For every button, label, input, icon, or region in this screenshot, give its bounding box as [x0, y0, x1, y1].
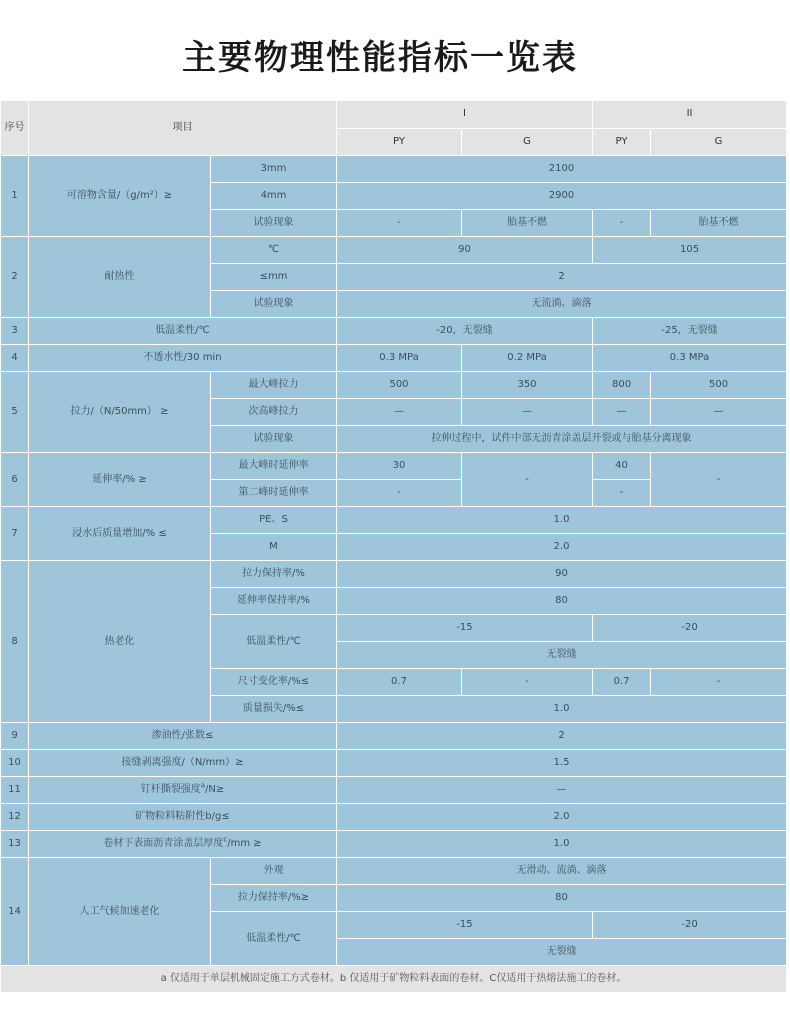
cell-value: 1.0: [337, 696, 787, 723]
row-number: 5: [1, 372, 29, 453]
row-item: 人工气候加速老化: [29, 858, 211, 966]
cell-value: 1.5: [337, 750, 787, 777]
cell-value: 1.0: [337, 831, 787, 858]
row-subitem: 质量损失/%≤: [211, 696, 337, 723]
cell-value: -15: [337, 615, 593, 642]
cell-value: 2: [337, 264, 787, 291]
header-row: [1, 101, 787, 129]
cell-value: 2900: [337, 183, 787, 210]
table-row: [1, 318, 787, 345]
cell-value: 350: [462, 372, 593, 399]
cell-value: -: [462, 453, 593, 507]
header-g-1: G: [462, 128, 593, 156]
cell-value: -: [593, 480, 651, 507]
row-subitem: 最大峰拉力: [211, 372, 337, 399]
cell-value: -15: [337, 912, 593, 939]
row-subitem: 试验现象: [211, 426, 337, 453]
cell-value: -20，无裂缝: [337, 318, 593, 345]
row-number: 8: [1, 561, 29, 723]
cell-value: 0.2 MPa: [462, 345, 593, 372]
cell-value: -: [337, 480, 462, 507]
page-title: 主要物理性能指标一览表: [182, 38, 578, 78]
cell-value: 无滑动、流淌、滴落: [337, 858, 787, 885]
row-subitem: 第二峰时延伸率: [211, 480, 337, 507]
cell-value: 0.3 MPa: [593, 345, 787, 372]
row-number: 4: [1, 345, 29, 372]
cell-value: 500: [651, 372, 787, 399]
cell-value: -: [593, 210, 651, 237]
cell-value: 0.7: [337, 669, 462, 696]
row-item: 拉力/（N/50mm） ≥: [29, 372, 211, 453]
footnote-mark: a: [200, 781, 206, 790]
cell-value: 2100: [337, 156, 787, 183]
row-item: 矿物粒料粘附性b/g≤: [29, 804, 337, 831]
cell-value: -: [337, 210, 462, 237]
table-row: [1, 831, 787, 858]
footnote: a 仅适用于单层机械固定施工方式卷材。b 仅适用于矿物粒料表面的卷材。C仅适用于热熔法施工的卷材。: [1, 966, 787, 993]
row-number: 13: [1, 831, 29, 858]
row-item: 热老化: [29, 561, 211, 723]
cell-value: —: [462, 399, 593, 426]
cell-value: 胎基不燃: [651, 210, 787, 237]
row-item-unit: /N≥: [205, 784, 225, 795]
table-row: [1, 561, 787, 588]
header-seq: 序号: [1, 101, 29, 156]
table-row: [1, 507, 787, 534]
row-number: 9: [1, 723, 29, 750]
header-grade-1: I: [337, 101, 593, 129]
row-subitem: 试验现象: [211, 291, 337, 318]
cell-value: 无裂缝: [337, 642, 787, 669]
cell-value: —: [651, 399, 787, 426]
cell-value: 无裂缝: [337, 939, 787, 966]
row-subitem: 外观: [211, 858, 337, 885]
footnote-row: [1, 966, 787, 993]
table-row: [1, 858, 787, 885]
row-item: 渗油性/张数≤: [29, 723, 337, 750]
cell-value: 40: [593, 453, 651, 480]
row-item: [29, 777, 337, 804]
row-subitem: 尺寸变化率/%≤: [211, 669, 337, 696]
cell-value: 500: [337, 372, 462, 399]
table-row: [1, 723, 787, 750]
table-row: [1, 777, 787, 804]
cell-value: -20: [593, 912, 787, 939]
row-item-text: 钉杆撕裂强度: [140, 784, 201, 795]
cell-value: 无流淌、滴落: [337, 291, 787, 318]
row-subitem: 拉力保持率/%: [211, 561, 337, 588]
cell-value: 80: [337, 588, 787, 615]
row-item: 接缝剥离强度/（N/mm）≥: [29, 750, 337, 777]
row-item: [29, 831, 337, 858]
cell-value: 2.0: [337, 804, 787, 831]
row-number: 1: [1, 156, 29, 237]
cell-value: 0.7: [593, 669, 651, 696]
table-row: [1, 804, 787, 831]
row-item-unit: /mm ≥: [227, 838, 262, 849]
row-item: 可溶物含量/（g/m²）≥: [29, 156, 211, 237]
header-g-2: G: [651, 128, 787, 156]
header-item: 项目: [29, 101, 337, 156]
properties-table: [0, 100, 787, 993]
header-py-2: PY: [593, 128, 651, 156]
cell-value: 2.0: [337, 534, 787, 561]
cell-value: 105: [593, 237, 787, 264]
row-subitem: ℃: [211, 237, 337, 264]
row-number: 3: [1, 318, 29, 345]
cell-value: 2: [337, 723, 787, 750]
table-row: [1, 345, 787, 372]
table-row: [1, 750, 787, 777]
row-number: 6: [1, 453, 29, 507]
row-item: 耐热性: [29, 237, 211, 318]
row-subitem: 4mm: [211, 183, 337, 210]
row-subitem: 延伸率保持率/%: [211, 588, 337, 615]
row-subitem: 3mm: [211, 156, 337, 183]
row-number: 7: [1, 507, 29, 561]
table-row: [1, 372, 787, 399]
row-subitem: 低温柔性/℃: [211, 615, 337, 669]
row-item: 低温柔性/℃: [29, 318, 337, 345]
cell-value: 90: [337, 237, 593, 264]
row-subitem: PE、S: [211, 507, 337, 534]
cell-value: 90: [337, 561, 787, 588]
row-subitem: ≤mm: [211, 264, 337, 291]
row-item: 不透水性/30 min: [29, 345, 337, 372]
cell-value: 1.0: [337, 507, 787, 534]
row-item-text: 卷材下表面沥青涂盖层厚度: [103, 838, 224, 849]
table-row: [1, 237, 787, 264]
table-row: [1, 453, 787, 480]
cell-value: -: [651, 453, 787, 507]
row-subitem: 最大峰时延伸率: [211, 453, 337, 480]
row-number: 11: [1, 777, 29, 804]
row-number: 10: [1, 750, 29, 777]
footnote-mark: c: [223, 835, 228, 844]
table-row: [1, 156, 787, 183]
header-py-1: PY: [337, 128, 462, 156]
cell-value: 拉伸过程中，试件中部无沥青涂盖层开裂或与胎基分离现象: [337, 426, 787, 453]
row-subitem: 试验现象: [211, 210, 337, 237]
row-subitem: 低温柔性/℃: [211, 912, 337, 966]
cell-value: 30: [337, 453, 462, 480]
cell-value: 胎基不燃: [462, 210, 593, 237]
row-item: 浸水后质量增加/% ≤: [29, 507, 211, 561]
cell-value: —: [337, 777, 787, 804]
row-item: 延伸率/% ≥: [29, 453, 211, 507]
cell-value: -25，无裂缝: [593, 318, 787, 345]
row-subitem: 次高峰拉力: [211, 399, 337, 426]
cell-value: 80: [337, 885, 787, 912]
row-number: 14: [1, 858, 29, 966]
row-number: 2: [1, 237, 29, 318]
header-grade-2: II: [593, 101, 787, 129]
row-subitem: 拉力保持率/%≥: [211, 885, 337, 912]
cell-value: —: [337, 399, 462, 426]
cell-value: -20: [593, 615, 787, 642]
cell-value: —: [593, 399, 651, 426]
row-subitem: M: [211, 534, 337, 561]
cell-value: 800: [593, 372, 651, 399]
cell-value: -: [462, 669, 593, 696]
cell-value: 0.3 MPa: [337, 345, 462, 372]
row-number: 12: [1, 804, 29, 831]
cell-value: -: [651, 669, 787, 696]
